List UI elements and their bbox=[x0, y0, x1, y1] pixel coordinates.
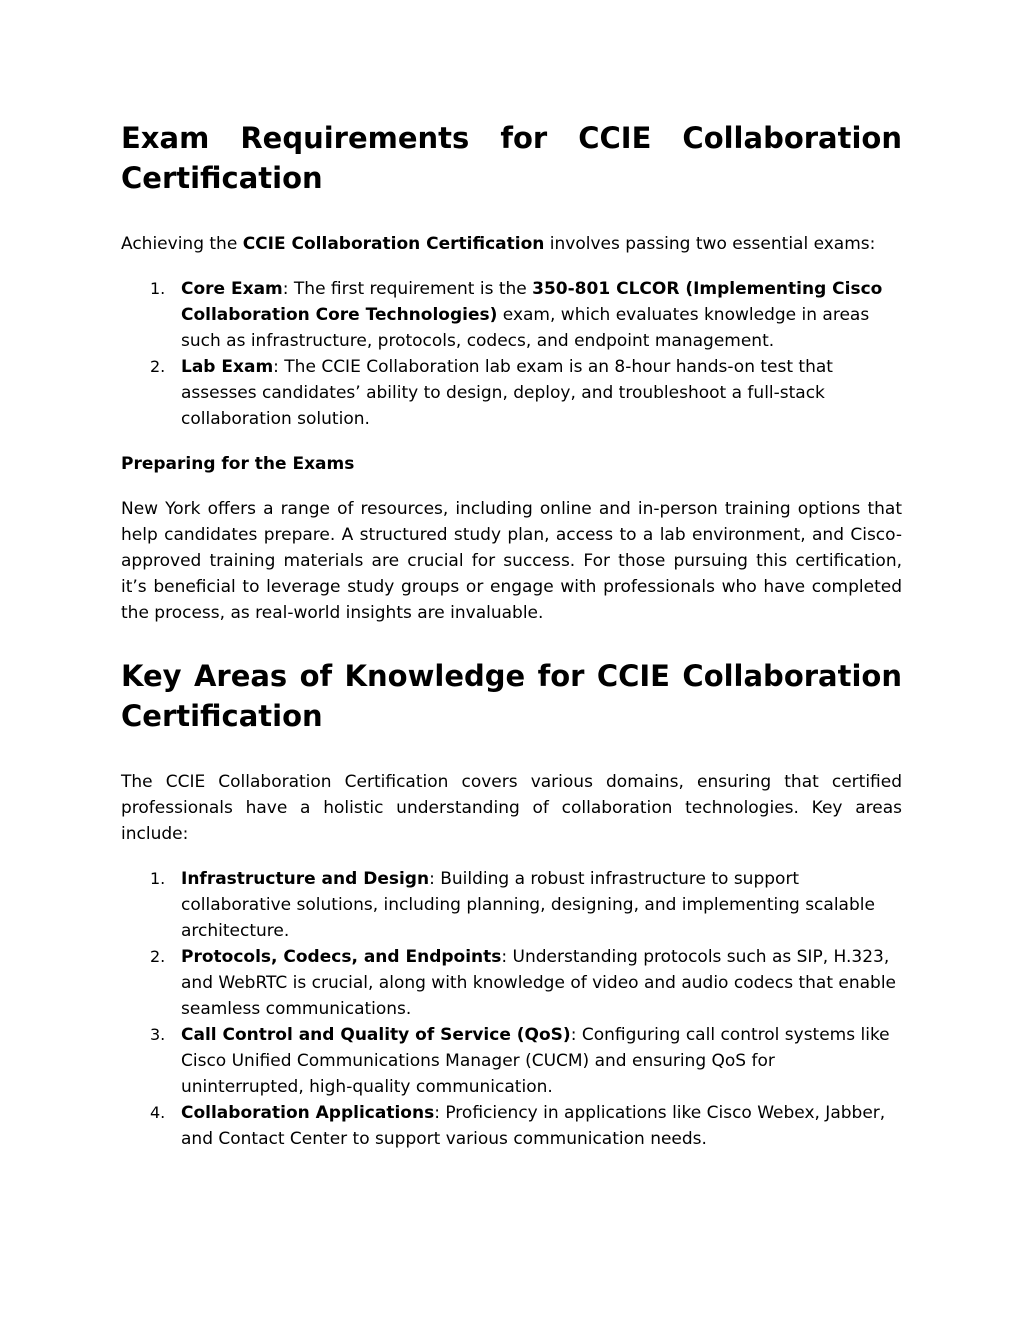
list-item bbox=[121, 1022, 902, 1100]
list-number: 3. bbox=[150, 1025, 166, 1044]
item-text: The CCIE Collaboration lab exam is an 8-hour hands-on test that assesses candidates’ ability to design, deploy, and troubleshoot a full-stack collaboration solution. bbox=[181, 357, 833, 429]
item-text: Configuring call control systems like Cisco Unified Communications Manager (CUCM) and ensuring QoS for uninterrupted, high-quality communication. bbox=[181, 1025, 890, 1097]
item-title: Core Exam bbox=[181, 279, 283, 299]
list-number: 2. bbox=[150, 947, 166, 966]
list-number: 4. bbox=[150, 1103, 166, 1122]
list-item bbox=[121, 276, 902, 354]
list-number: 1. bbox=[150, 279, 166, 298]
list-number: 1. bbox=[150, 869, 166, 888]
item-separator: : bbox=[501, 947, 513, 967]
item-separator: : bbox=[273, 357, 285, 377]
list-number: 2. bbox=[150, 357, 166, 376]
item-separator: : bbox=[282, 279, 294, 299]
item-title: Call Control and Quality of Service (QoS) bbox=[181, 1025, 571, 1045]
document-page bbox=[121, 118, 902, 1152]
item-text: Understanding protocols such as SIP, H.323, and WebRTC is crucial, along with knowledge of video and audio codecs that enable seamless communications. bbox=[181, 947, 897, 1019]
item-separator: : bbox=[570, 1025, 582, 1045]
subheading-preparing: Preparing for the Exams bbox=[121, 454, 355, 474]
intro-text: Achieving the bbox=[121, 234, 243, 254]
list-item bbox=[121, 354, 902, 432]
item-title: Protocols, Codecs, and Endpoints bbox=[181, 947, 502, 967]
key-areas-intro: The CCIE Collaboration Certification covers various domains, ensuring that certified professionals have a holistic understanding of collaboration technologies. Key areas include: bbox=[121, 772, 902, 844]
preparing-paragraph: New York offers a range of resources, including online and in-person training options that help candidates prepare. A structured study plan, access to a lab environment, and Cisco-approved training materials are crucial for success. For those pursuing this certification, it’s beneficial to leverage study groups or engage with professionals who have completed the process, as real-world insights are invaluable. bbox=[121, 499, 902, 623]
list-item bbox=[121, 944, 902, 1022]
key-areas-list bbox=[121, 866, 902, 1152]
list-item bbox=[121, 866, 902, 944]
exam-list bbox=[121, 276, 902, 432]
item-text: Proficiency in applications like Cisco Webex, Jabber, and Contact Center to support various communication needs. bbox=[181, 1103, 886, 1149]
item-text: Building a robust infrastructure to support collaborative solutions, including planning, designing, and implementing scalable architecture. bbox=[181, 869, 875, 941]
item-title: Infrastructure and Design bbox=[181, 869, 430, 889]
item-text: The first requirement is the bbox=[293, 279, 533, 299]
intro-text-end: involves passing two essential exams: bbox=[544, 234, 876, 254]
intro-paragraph bbox=[121, 231, 902, 257]
list-item bbox=[121, 1100, 902, 1152]
section-heading-exam-requirements: Exam Requirements for CCIE Collaboration Certification bbox=[121, 121, 902, 195]
item-separator: : bbox=[429, 869, 441, 889]
item-title: Collaboration Applications bbox=[181, 1103, 435, 1123]
item-text-end: exam, which evaluates knowledge in areas such as infrastructure, protocols, codecs, and endpoint management. bbox=[181, 305, 870, 351]
item-separator: : bbox=[434, 1103, 446, 1123]
intro-bold: CCIE Collaboration Certification bbox=[242, 234, 545, 254]
item-bold: 350-801 CLCOR (Implementing Cisco Collaboration Core Technologies) bbox=[181, 279, 883, 325]
item-title: Lab Exam bbox=[181, 357, 274, 377]
section-heading-key-areas: Key Areas of Knowledge for CCIE Collaboration Certification bbox=[121, 659, 902, 733]
